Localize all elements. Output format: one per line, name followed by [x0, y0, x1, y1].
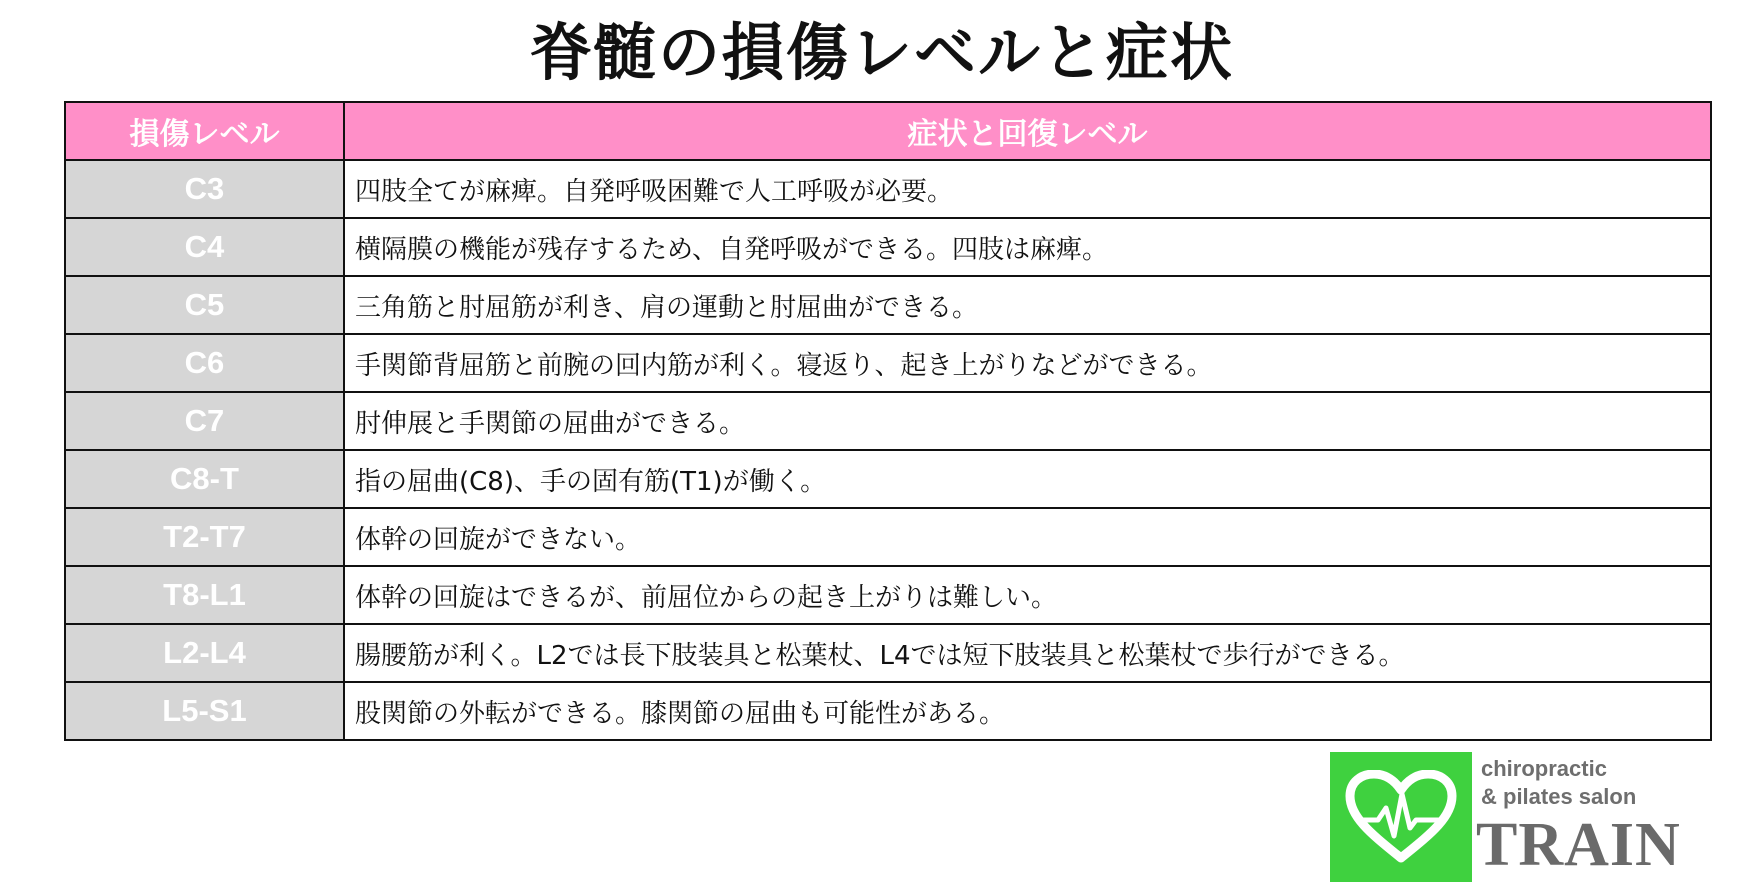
- level-cell: C4: [65, 218, 344, 276]
- level-cell: T2-T7: [65, 508, 344, 566]
- logo-tagline-chiropractic: chiropractic: [1481, 756, 1607, 781]
- table-row: [65, 276, 1711, 334]
- table-row: [65, 450, 1711, 508]
- level-cell: C3: [65, 160, 344, 218]
- level-cell: C6: [65, 334, 344, 392]
- level-cell: C5: [65, 276, 344, 334]
- description-cell: 体幹の回旋ができない。: [344, 508, 1711, 566]
- level-cell: L5-S1: [65, 682, 344, 740]
- page-title: 脊髄の損傷レベルと症状: [529, 16, 1234, 89]
- table-row: [65, 624, 1711, 682]
- table-row: [65, 160, 1711, 218]
- header-description: 症状と回復レベル: [344, 102, 1711, 160]
- table-row: [65, 218, 1711, 276]
- level-cell: L2-L4: [65, 624, 344, 682]
- table-header-row: [65, 102, 1711, 160]
- description-cell: 四肢全てが麻痺。自発呼吸困難で人工呼吸が必要。: [344, 160, 1711, 218]
- description-cell: 腸腰筋が利く。L2では長下肢装具と松葉杖、L4では短下肢装具と松葉杖で歩行ができる。: [344, 624, 1711, 682]
- logo-green-box: [1330, 752, 1472, 882]
- table-row: [65, 508, 1711, 566]
- injury-level-table-container: [64, 101, 1710, 741]
- table-row: [65, 334, 1711, 392]
- level-cell: T8-L1: [65, 566, 344, 624]
- level-cell: C7: [65, 392, 344, 450]
- table-row: [65, 566, 1711, 624]
- injury-level-table: [64, 101, 1712, 741]
- description-cell: 肘伸展と手関節の屈曲ができる。: [344, 392, 1711, 450]
- description-cell: 指の屈曲(C8)、手の固有筋(T1)が働く。: [344, 450, 1711, 508]
- description-cell: 体幹の回旋はできるが、前屈位からの起き上がりは難しい。: [344, 566, 1711, 624]
- level-cell: C8-T: [65, 450, 344, 508]
- description-cell: 股関節の外転ができる。膝関節の屈曲も可能性がある。: [344, 682, 1711, 740]
- description-cell: 手関節背屈筋と前腕の回内筋が利く。寝返り、起き上がりなどができる。: [344, 334, 1711, 392]
- heart-pulse-icon: [1344, 770, 1458, 864]
- logo-brand-name: TRAIN: [1476, 811, 1681, 879]
- table-row: [65, 682, 1711, 740]
- header-level: 損傷レベル: [65, 102, 344, 160]
- description-cell: 三角筋と肘屈筋が利き、肩の運動と肘屈曲ができる。: [344, 276, 1711, 334]
- salon-logo: [1330, 752, 1730, 882]
- table-row: [65, 392, 1711, 450]
- logo-tagline-pilates: & pilates salon: [1481, 784, 1637, 809]
- description-cell: 横隔膜の機能が残存するため、自発呼吸ができる。四肢は麻痺。: [344, 218, 1711, 276]
